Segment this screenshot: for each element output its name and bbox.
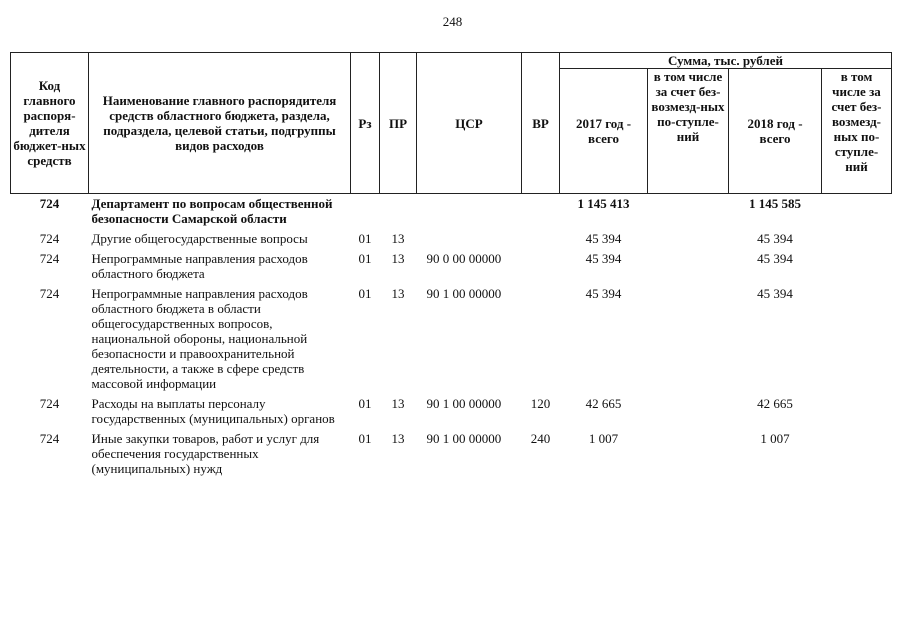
- row-name: Иные закупки товаров, работ и услуг для обеспечения государственных (муниципальных) нужд: [91, 431, 320, 476]
- header-2017-total: 2017 год - всего: [560, 69, 648, 194]
- row-vr: [522, 250, 560, 285]
- header-code: Код главного распоря-дителя бюджет-ных средств: [11, 53, 89, 194]
- row-pr: 13: [391, 286, 405, 301]
- row-sum-2018-grants: [822, 194, 892, 231]
- table-row: [11, 430, 892, 480]
- row-sum-2017: 45 394: [585, 286, 622, 301]
- row-csr: 90 1 00 00000: [426, 286, 502, 301]
- row-code: 724: [39, 196, 60, 211]
- table-row: [11, 230, 892, 250]
- budget-table: [10, 52, 892, 480]
- row-csr: 90 1 00 00000: [426, 431, 502, 446]
- row-code: 724: [39, 251, 60, 266]
- row-code: 724: [39, 231, 60, 246]
- header-pr: ПР: [380, 53, 417, 194]
- row-vr: 120: [530, 396, 551, 411]
- row-rz: 01: [358, 231, 372, 246]
- row-csr: 90 1 00 00000: [426, 396, 502, 411]
- row-sum-2017: 1 145 413: [577, 196, 630, 211]
- row-name: Непрограммные направления расходов областного бюджета в области общегосударственных вопросов, национальной обороны, национальной безопасности и правоохранительной деятельности, а также в сфере средств массовой информации: [91, 286, 308, 391]
- row-pr: 13: [391, 396, 405, 411]
- row-name: Департамент по вопросам общественной безопасности Самарской области: [91, 196, 333, 226]
- row-pr: 13: [391, 251, 405, 266]
- row-sum-2018: 45 394: [757, 231, 793, 246]
- header-name: Наименование главного распорядителя средств областного бюджета, раздела, подраздела, целевой статьи, подгруппы видов расходов: [89, 53, 351, 194]
- row-sum-2018: 45 394: [757, 251, 793, 266]
- row-pr: [380, 194, 417, 231]
- header-sum: Сумма, тыс. рублей: [560, 53, 892, 69]
- row-csr: [417, 230, 522, 250]
- row-sum-2017-grants: [648, 430, 729, 480]
- row-sum-2017-grants: [648, 285, 729, 395]
- row-rz: 01: [358, 286, 372, 301]
- table-row: [11, 395, 892, 430]
- row-name: Расходы на выплаты персоналу государственных (муниципальных) органов: [91, 396, 335, 426]
- row-name: Другие общегосударственные вопросы: [91, 231, 308, 246]
- header-rz: Рз: [351, 53, 380, 194]
- row-vr: [522, 285, 560, 395]
- row-sum-2017-grants: [648, 194, 729, 231]
- row-sum-2018-grants: [822, 250, 892, 285]
- row-rz: [351, 194, 380, 231]
- row-vr: [522, 194, 560, 231]
- row-sum-2018: 1 145 585: [749, 196, 801, 211]
- row-rz: 01: [358, 251, 372, 266]
- header-2018-total: 2018 год - всего: [729, 69, 822, 194]
- table-row: [11, 194, 892, 231]
- row-sum-2017: 42 665: [585, 396, 622, 411]
- table-row: [11, 250, 892, 285]
- row-code: 724: [39, 286, 60, 301]
- row-vr: [522, 230, 560, 250]
- row-code: 724: [39, 431, 60, 446]
- row-pr: 13: [391, 431, 405, 446]
- row-csr: 90 0 00 00000: [426, 251, 502, 266]
- row-sum-2017: 1 007: [588, 431, 619, 446]
- row-sum-2017-grants: [648, 395, 729, 430]
- header-2018-grants: в том числе за счет без-возмезд-ных по-ступле-ний: [822, 69, 892, 194]
- row-sum-2017: 45 394: [585, 251, 622, 266]
- row-sum-2018-grants: [822, 430, 892, 480]
- row-vr: 240: [530, 431, 551, 446]
- header-vr: ВР: [522, 53, 560, 194]
- page-number: 248: [442, 14, 463, 29]
- header-csr: ЦСР: [417, 53, 522, 194]
- row-csr: [417, 194, 522, 231]
- table-row: [11, 285, 892, 395]
- row-sum-2018: 1 007: [760, 431, 790, 446]
- row-sum-2017-grants: [648, 250, 729, 285]
- row-sum-2018: 42 665: [757, 396, 793, 411]
- header-2017-grants: в том числе за счет без-возмезд-ных по-ступле-ний: [648, 69, 729, 194]
- row-sum-2018-grants: [822, 285, 892, 395]
- row-name: Непрограммные направления расходов областного бюджета: [91, 251, 308, 281]
- row-code: 724: [39, 396, 60, 411]
- row-sum-2018-grants: [822, 230, 892, 250]
- row-sum-2017: 45 394: [585, 231, 622, 246]
- row-sum-2017-grants: [648, 230, 729, 250]
- row-pr: 13: [391, 231, 405, 246]
- row-sum-2018: 45 394: [757, 286, 793, 301]
- row-rz: 01: [358, 431, 372, 446]
- row-rz: 01: [358, 396, 372, 411]
- row-sum-2018-grants: [822, 395, 892, 430]
